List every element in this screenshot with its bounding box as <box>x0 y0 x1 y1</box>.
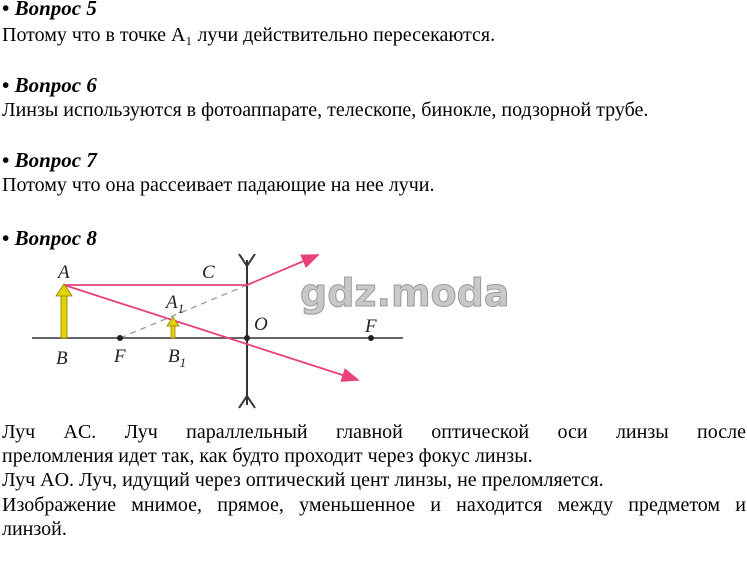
explanation-line-5: линзой. <box>2 518 67 540</box>
label-f-left: F <box>114 346 126 367</box>
label-c: C <box>202 262 215 283</box>
explanation-line-2: преломления идет так, как будто проходит через фокус линзы. <box>2 445 533 467</box>
diverging-lens <box>239 254 255 408</box>
question-5-answer: Потому что в точке A₁ лучи действительно пересекаются. <box>2 24 496 46</box>
explanation-line-4: Изображение мнимое, прямое, уменьшенное и находится между предметом и <box>2 494 746 516</box>
label-f-right: F <box>365 316 377 337</box>
question-7-heading: • Вопрос 7 <box>2 148 97 172</box>
label-a1: $A_1$ <box>166 292 185 316</box>
watermark-logo <box>296 266 526 318</box>
image-arrow-a1b1 <box>167 317 179 338</box>
question-6-heading: • Вопрос 6 <box>2 73 97 97</box>
question-5-heading: • Вопрос 5 <box>2 0 97 20</box>
focus-point-left <box>117 335 123 341</box>
object-arrow-ab <box>56 284 72 338</box>
svg-text:gdz.moda: gdz.moda <box>300 271 510 315</box>
explanation-line-1: Луч AC. Луч параллельный главной оптической оси линзы после <box>2 421 746 443</box>
optical-center-point <box>244 335 250 341</box>
label-o: O <box>254 314 268 335</box>
explanation-line-3: Луч AO. Луч, идущий через оптический цент линзы, не преломляется. <box>2 469 604 491</box>
label-b: B <box>56 348 68 369</box>
question-8-heading: • Вопрос 8 <box>2 226 97 250</box>
question-7-answer: Потому что она рассеивает падающие на нее лучи. <box>2 174 435 196</box>
label-b1: $B_1$ <box>168 346 187 370</box>
question-6-answer: Линзы используются в фотоаппарате, телескопе, бинокле, подзорной трубе. <box>2 99 649 121</box>
label-a: A <box>58 262 70 283</box>
